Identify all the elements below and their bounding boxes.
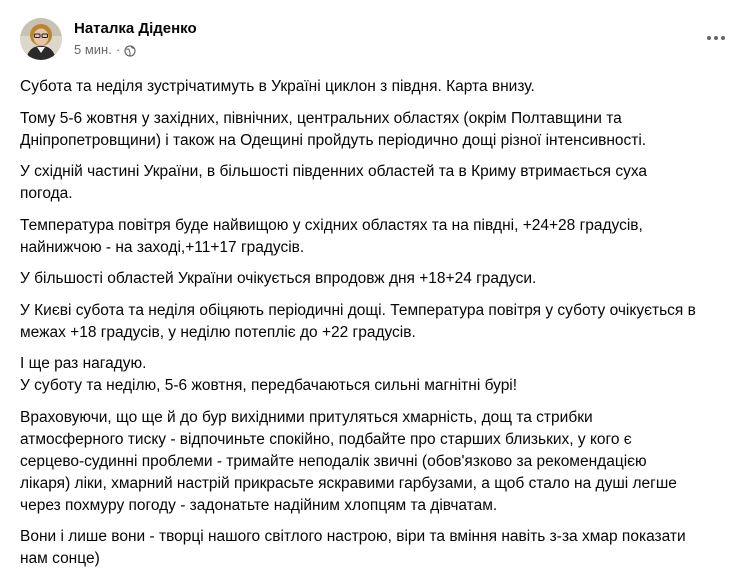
avatar[interactable] bbox=[20, 18, 62, 60]
globe-icon[interactable] bbox=[124, 44, 136, 56]
paragraph bbox=[20, 76, 736, 98]
text-line: Тому 5-6 жовтня у західних, північних, центральних областях (окрім Полтавщини та bbox=[20, 109, 622, 127]
text-line: Температура повітря буде найвищою у східних областях та на півдні, +24+28 градусів, bbox=[20, 216, 643, 234]
paragraph bbox=[20, 108, 736, 152]
text-line: Враховуючи, що ще й до бур вихідними притуляться хмарність, дощ та стрибки bbox=[20, 408, 593, 426]
paragraph bbox=[20, 268, 736, 290]
author-name[interactable]: Наталка Діденко bbox=[74, 20, 197, 37]
more-options-button[interactable] bbox=[698, 20, 734, 56]
text-line: найнижчою - на заході,+11+17 градусів. bbox=[20, 238, 305, 256]
more-options-icon bbox=[707, 36, 711, 40]
post-meta bbox=[74, 19, 197, 59]
more-options-icon bbox=[714, 36, 718, 40]
more-options-icon bbox=[721, 36, 725, 40]
separator-dot: · bbox=[115, 42, 121, 57]
text-line: через похмуру погоду - задонатьте надійним хлопцям та дівчатам. bbox=[20, 496, 498, 514]
text-line: межах +18 градусів, у неділю потепліє до +22 градусів. bbox=[20, 323, 416, 341]
text-line: Дніпропетровщини) і також на Одещині пройдуть періодично дощі різної інтенсивності. bbox=[20, 131, 647, 149]
text-line: Вони і лише вони - творці нашого світлого настрою, віри та вміння навіть з-за хмар показати bbox=[20, 528, 686, 545]
paragraph bbox=[20, 215, 736, 259]
text-line: У Києві субота та неділя обіцяють періодичні дощі. Температура повітря у суботу очікується в bbox=[20, 301, 696, 319]
text-line: У східній частині України, в більшості південних областей та в Криму втримається суха bbox=[20, 163, 648, 180]
text-line: серцево-судинні проблеми - тримайте неподалік звичні (обов'язково за рекомендацією bbox=[20, 452, 647, 470]
text-line: атмосферного тиску - відпочиньте спокійно, подбайте про старших близьких, у кого є bbox=[20, 430, 632, 448]
text-line: нам сонце) bbox=[20, 550, 100, 567]
text-line: Субота та неділя зустрічатимуть в Україні циклон з півдня. Карта внизу. bbox=[20, 78, 535, 95]
paragraph bbox=[20, 353, 736, 397]
post-header bbox=[20, 14, 740, 64]
paragraph bbox=[20, 407, 736, 517]
text-line: лікаря) ліки, хмарний настрій прикрасьте яскравими гарбузами, а щоб стало на душі легше bbox=[20, 474, 677, 492]
text-line: У суботу та неділю, 5-6 жовтня, передбачаються сильні магнітні бурі! bbox=[20, 377, 518, 394]
post-subtitle bbox=[74, 41, 197, 59]
paragraph bbox=[20, 300, 736, 344]
post-time[interactable]: 5 мин. bbox=[74, 42, 112, 57]
text-line: погода. bbox=[20, 185, 73, 202]
text-line: У більшості областей України очікується впродовж дня +18+24 градуси. bbox=[20, 270, 537, 287]
paragraph bbox=[20, 161, 736, 205]
paragraph bbox=[20, 526, 736, 570]
text-line: І ще раз нагадую. bbox=[20, 355, 147, 372]
post-text bbox=[20, 76, 736, 570]
